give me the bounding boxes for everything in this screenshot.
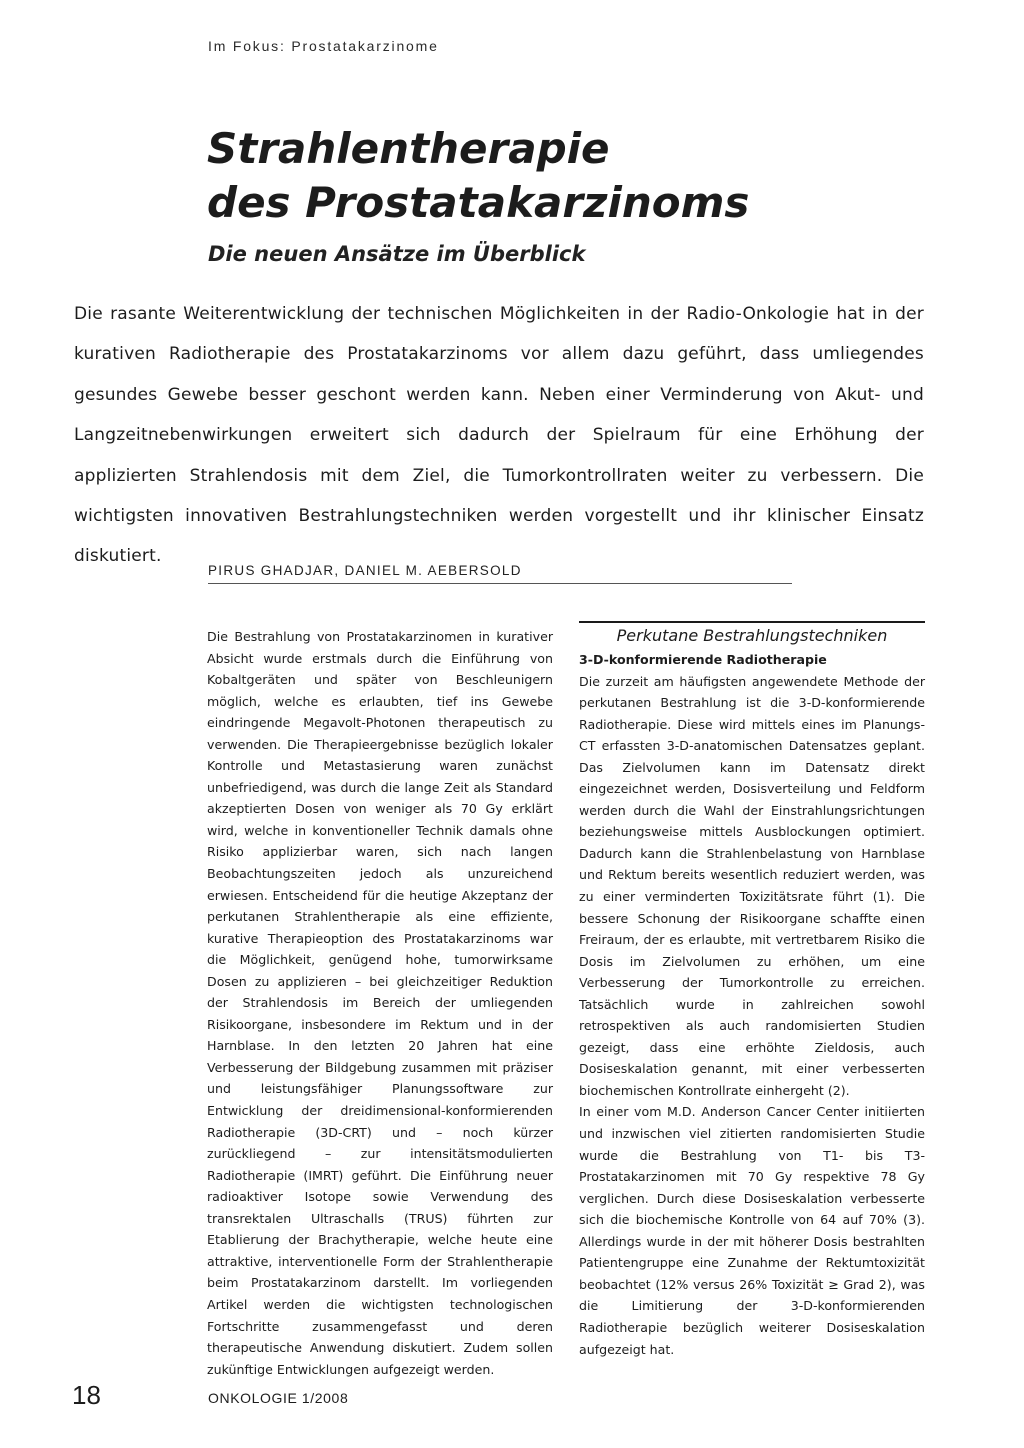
author-divider [208, 583, 792, 584]
article-title [207, 122, 907, 230]
lead-paragraph: Die rasante Weiterentwicklung der technischen Möglichkeiten in der Radio-Onkologie hat in der kurativen Radiotherapie des Prostatakarzinoms vor allem dazu geführt, dass umliegendes gesundes Gewebe besser geschont werden kann. Neben einer Verminderung von Akut- und Langzeitnebenwirkungen erweitert sich dadurch der Spielraum für eine Erhöhung der applizierten Strahlendosis mit dem Ziel, die Tumorkontrollraten weiter zu verbessern. Die wichtigsten innovativen Bestrahlungstechniken werden vorgestellt und ihr klinischer Einsatz diskutiert. [74, 304, 924, 567]
section-divider [579, 621, 925, 623]
section-heading: Perkutane Bestrahlungstechniken [616, 626, 888, 645]
subsection-heading: 3-D-konformierende Radiotherapie [579, 652, 827, 667]
body-paragraph: Die zurzeit am häufigsten angewendete Methode der perkutanen Bestrahlung ist die 3-D-konformierende Radiotherapie. Diese wird mittels eines im Planungs-CT erfassten 3-D-anatomischen Datensatzes geplant. Das Zielvolumen kann im Datensatz direkt eingezeichnet werden, Dosisverteilung und Feldform werden durch die Wahl der Einstrahlungsrichtungen beziehungsweise mittels Ausblockungen optimiert. Dadurch kann die Strahlenbelastung von Harnblase und Rektum bereits wesentlich reduziert werden, was zu einer verminderten Toxizitätsrate führt (1). Die bessere Schonung der Risikoorgane schaffte einen Freiraum, der es erlaubte, mit vertretbarem Risiko die Dosis im Zielvolumen zu erhöhen, um eine Verbesserung der Tumorkontrolle zu erreichen. Tatsächlich wurde in zahlreichen sowohl retrospektiven als auch randomisierten Studien gezeigt, dass eine erhöhte Zieldosis, auch Dosiseskalation genannt, mit einer verbesserten biochemischen Kontrollrate einhergeht (2). [579, 673, 925, 1098]
article-title-line-1: Strahlentherapie [207, 124, 610, 173]
journal-issue: ONKOLOGIE 1/2008 [208, 1390, 349, 1406]
article-subtitle: Die neuen Ansätze im Überblick [208, 242, 586, 266]
right-column [579, 649, 925, 1360]
page-number: 18 [72, 1380, 101, 1410]
body-paragraph: Die Bestrahlung von Prostatakarzinomen in kurativer Absicht wurde erstmals durch die Einführung von Kobaltgeräten und später von Beschleunigern möglich, welche es erlaubten, tief ins Gewebe eindringende Megavolt-Photonen therapeutisch zu verwenden. Die Therapieergebnisse bezüglich lokaler Kontrolle und Metastasierung waren zunächst unbefriedigend, was durch die lange Zeit als Standard akzeptierten Dosen von weniger als 70 Gy erklärt wird, welche in konventioneller Technik damals ohne Risiko applizierbar waren, sich nach langen Beobachtungszeiten jedoch als unzureichend erwiesen. Entscheidend für die heutige Akzeptanz der perkutanen Strahlentherapie als eine effiziente, kurative Therapieoption des Prostatakarzinoms war die Möglichkeit, genügend hohe, tumorwirksame Dosen zu applizieren – bei gleichzeitiger Reduktion der Strahlendosis im Bereich der umliegenden Risikoorgane, insbesondere im Rektum und in der Harnblase. In den letzten 20 Jahren hat eine Verbesserung der Bildgebung zusammen mit präziser und leistungsfähiger Planungssoftware zur Entwicklung der dreidimensional-konformierenden Radiotherapie (3D-CRT) und – noch kürzer zurückliegend – zur intensitätsmodulierten Radiotherapie (IMRT) geführt. Die Einführung neuer radioaktiver Isotope sowie Verwendung des transrektalen Ultraschalls (TRUS) führten zur Etablierung der Brachytherapie, welche heute eine attraktive, interventionelle Form der Strahlentherapie beim Prostatakarzinom darstellt. Im vorliegenden Artikel werden die wichtigsten technologischen Fortschritte zusammengefasst und deren therapeutische Anwendung diskutiert. Zudem sollen zukünftige Entwicklungen aufgezeigt werden. [207, 629, 553, 1377]
article-title-line-2: des Prostatakarzinoms [207, 178, 750, 227]
left-column [207, 626, 553, 1380]
section-kicker: Im Fokus: Prostatakarzinome [208, 38, 439, 54]
body-paragraph: In einer vom M.D. Anderson Cancer Center initiierten und inzwischen viel zitierten randomisierten Studie wurde die Bestrahlung von T1- bis T3-Prostatakarzinomen mit 70 Gy respektive 78 Gy verglichen. Durch diese Dosiseskalation verbesserte sich die biochemische Kontrolle von 64 auf 70% (3). Allerdings wurde in der mit höherer Dosis bestrahlten Patientengruppe eine Zunahme der Rektumtoxizität beobachtet (12% versus 26% Toxizität ≥ Grad 2), was die Limitierung der 3-D-konformierenden Radiotherapie bezüglich weiterer Dosiseskalation aufgezeigt hat. [579, 1104, 925, 1357]
author-line: PIRUS GHADJAR, DANIEL M. AEBERSOLD [208, 563, 522, 578]
